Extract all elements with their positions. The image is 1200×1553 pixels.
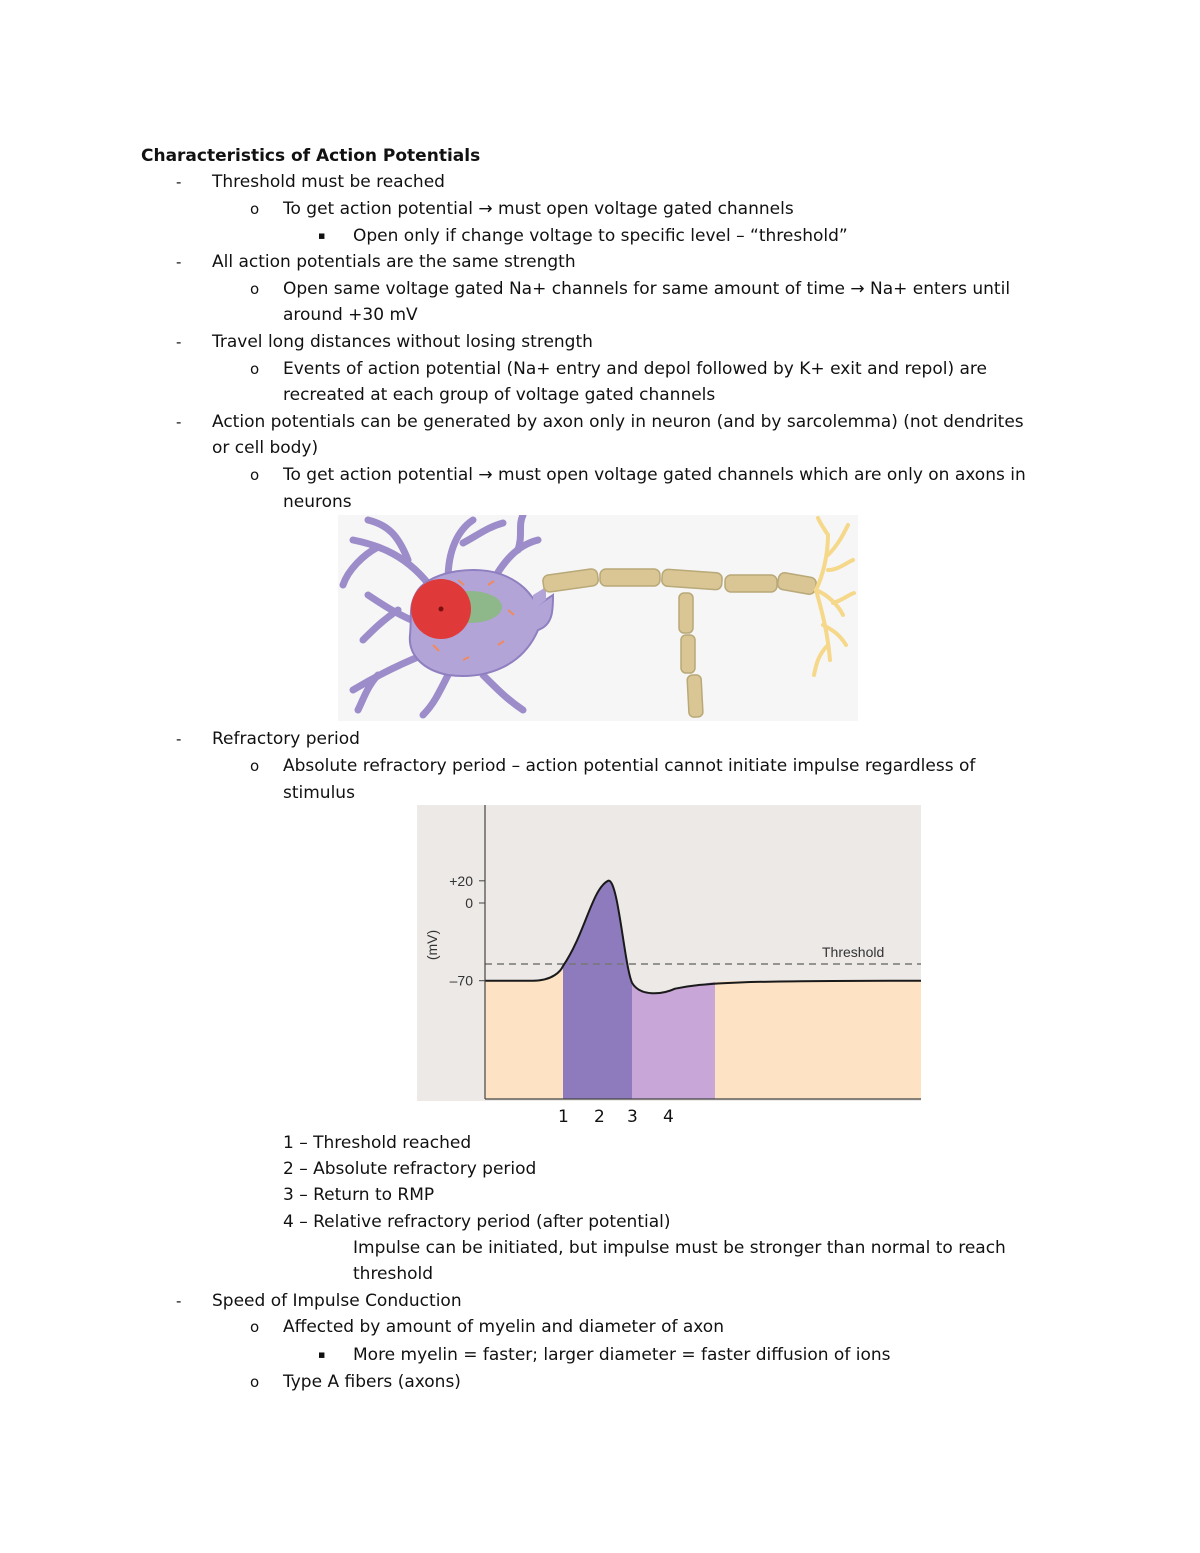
neuron-svg <box>338 515 858 721</box>
text-line: All action potentials are the same strength <box>212 252 576 272</box>
nucleolus <box>439 607 444 612</box>
resting-phase-fill <box>485 966 563 1099</box>
text-line: Threshold must be reached <box>212 172 445 192</box>
phase-label-4: 4 <box>663 1107 674 1127</box>
phase-number-labels <box>0 1107 1200 1131</box>
text-line: recreated at each group of voltage gated channels <box>283 385 716 405</box>
circle-bullet: o <box>250 280 260 298</box>
dash-marker: - <box>176 413 182 431</box>
action-potential-chart <box>417 805 921 1101</box>
page-title: Characteristics of Action Potentials <box>141 146 481 166</box>
y-tick-label: –70 <box>449 972 473 989</box>
text-line: Open only if change voltage to specific level – “threshold” <box>353 226 848 246</box>
phase-explanation-1: 1 – Threshold reached <box>283 1133 472 1153</box>
text-line: To get action potential → must open voltage gated channels <box>283 199 794 219</box>
text-line: stimulus <box>283 783 355 803</box>
text-line: Affected by amount of myelin and diameter of axon <box>283 1317 724 1337</box>
square-bullet: ▪ <box>318 229 326 242</box>
text-line: Travel long distances without losing strength <box>212 332 593 352</box>
text-line: Impulse can be initiated, but impulse must be stronger than normal to reach <box>353 1238 1006 1258</box>
text-line: or cell body) <box>212 438 319 458</box>
dash-marker: - <box>176 173 182 191</box>
y-tick-label: 0 <box>465 895 473 911</box>
dash-marker: - <box>176 1292 182 1310</box>
circle-bullet: o <box>250 466 260 484</box>
relative-refractory-fill <box>632 982 715 1099</box>
dash-marker: - <box>176 333 182 351</box>
text-line: Events of action potential (Na+ entry and depol followed by K+ exit and repol) are <box>283 359 987 379</box>
text-line: Refractory period <box>212 729 360 749</box>
dash-marker: - <box>176 253 182 271</box>
square-bullet: ▪ <box>318 1348 326 1361</box>
text-line: threshold <box>353 1264 434 1284</box>
text-line: Type A fibers (axons) <box>283 1372 461 1392</box>
text-line: Action potentials can be generated by axon only in neuron (and by sarcolemma) (not dendrites <box>212 412 1024 432</box>
y-tick-label: +20 <box>449 872 473 889</box>
text-line: Speed of Impulse Conduction <box>212 1291 462 1311</box>
circle-bullet: o <box>250 1373 260 1391</box>
phase-label-1: 1 <box>558 1107 569 1127</box>
text-line: Absolute refractory period – action potential cannot initiate impulse regardless of <box>283 756 976 776</box>
neuron-illustration <box>338 515 858 721</box>
dash-marker: - <box>176 730 182 748</box>
phase-explanation-3: 3 – Return to RMP <box>283 1185 435 1205</box>
phase-explanation-2: 2 – Absolute refractory period <box>283 1159 537 1179</box>
phase-label-3: 3 <box>627 1107 638 1127</box>
circle-bullet: o <box>250 200 260 218</box>
circle-bullet: o <box>250 1318 260 1336</box>
circle-bullet: o <box>250 360 260 378</box>
text-line: around +30 mV <box>283 305 418 325</box>
phase-explanation-4: 4 – Relative refractory period (after potential) <box>283 1212 671 1232</box>
y-axis-label: (mV) <box>424 929 440 961</box>
phase-label-2: 2 <box>594 1107 605 1127</box>
circle-bullet: o <box>250 757 260 775</box>
text-line: neurons <box>283 492 352 512</box>
action-potential-svg <box>417 805 921 1101</box>
text-line: To get action potential → must open voltage gated channels which are only on axons in <box>283 465 1026 485</box>
threshold-label: Threshold <box>822 944 885 961</box>
text-line: Open same voltage gated Na+ channels for same amount of time → Na+ enters until <box>283 279 1011 299</box>
resting-phase-fill <box>715 981 921 1099</box>
text-line: More myelin = faster; larger diameter = faster diffusion of ions <box>353 1345 891 1365</box>
